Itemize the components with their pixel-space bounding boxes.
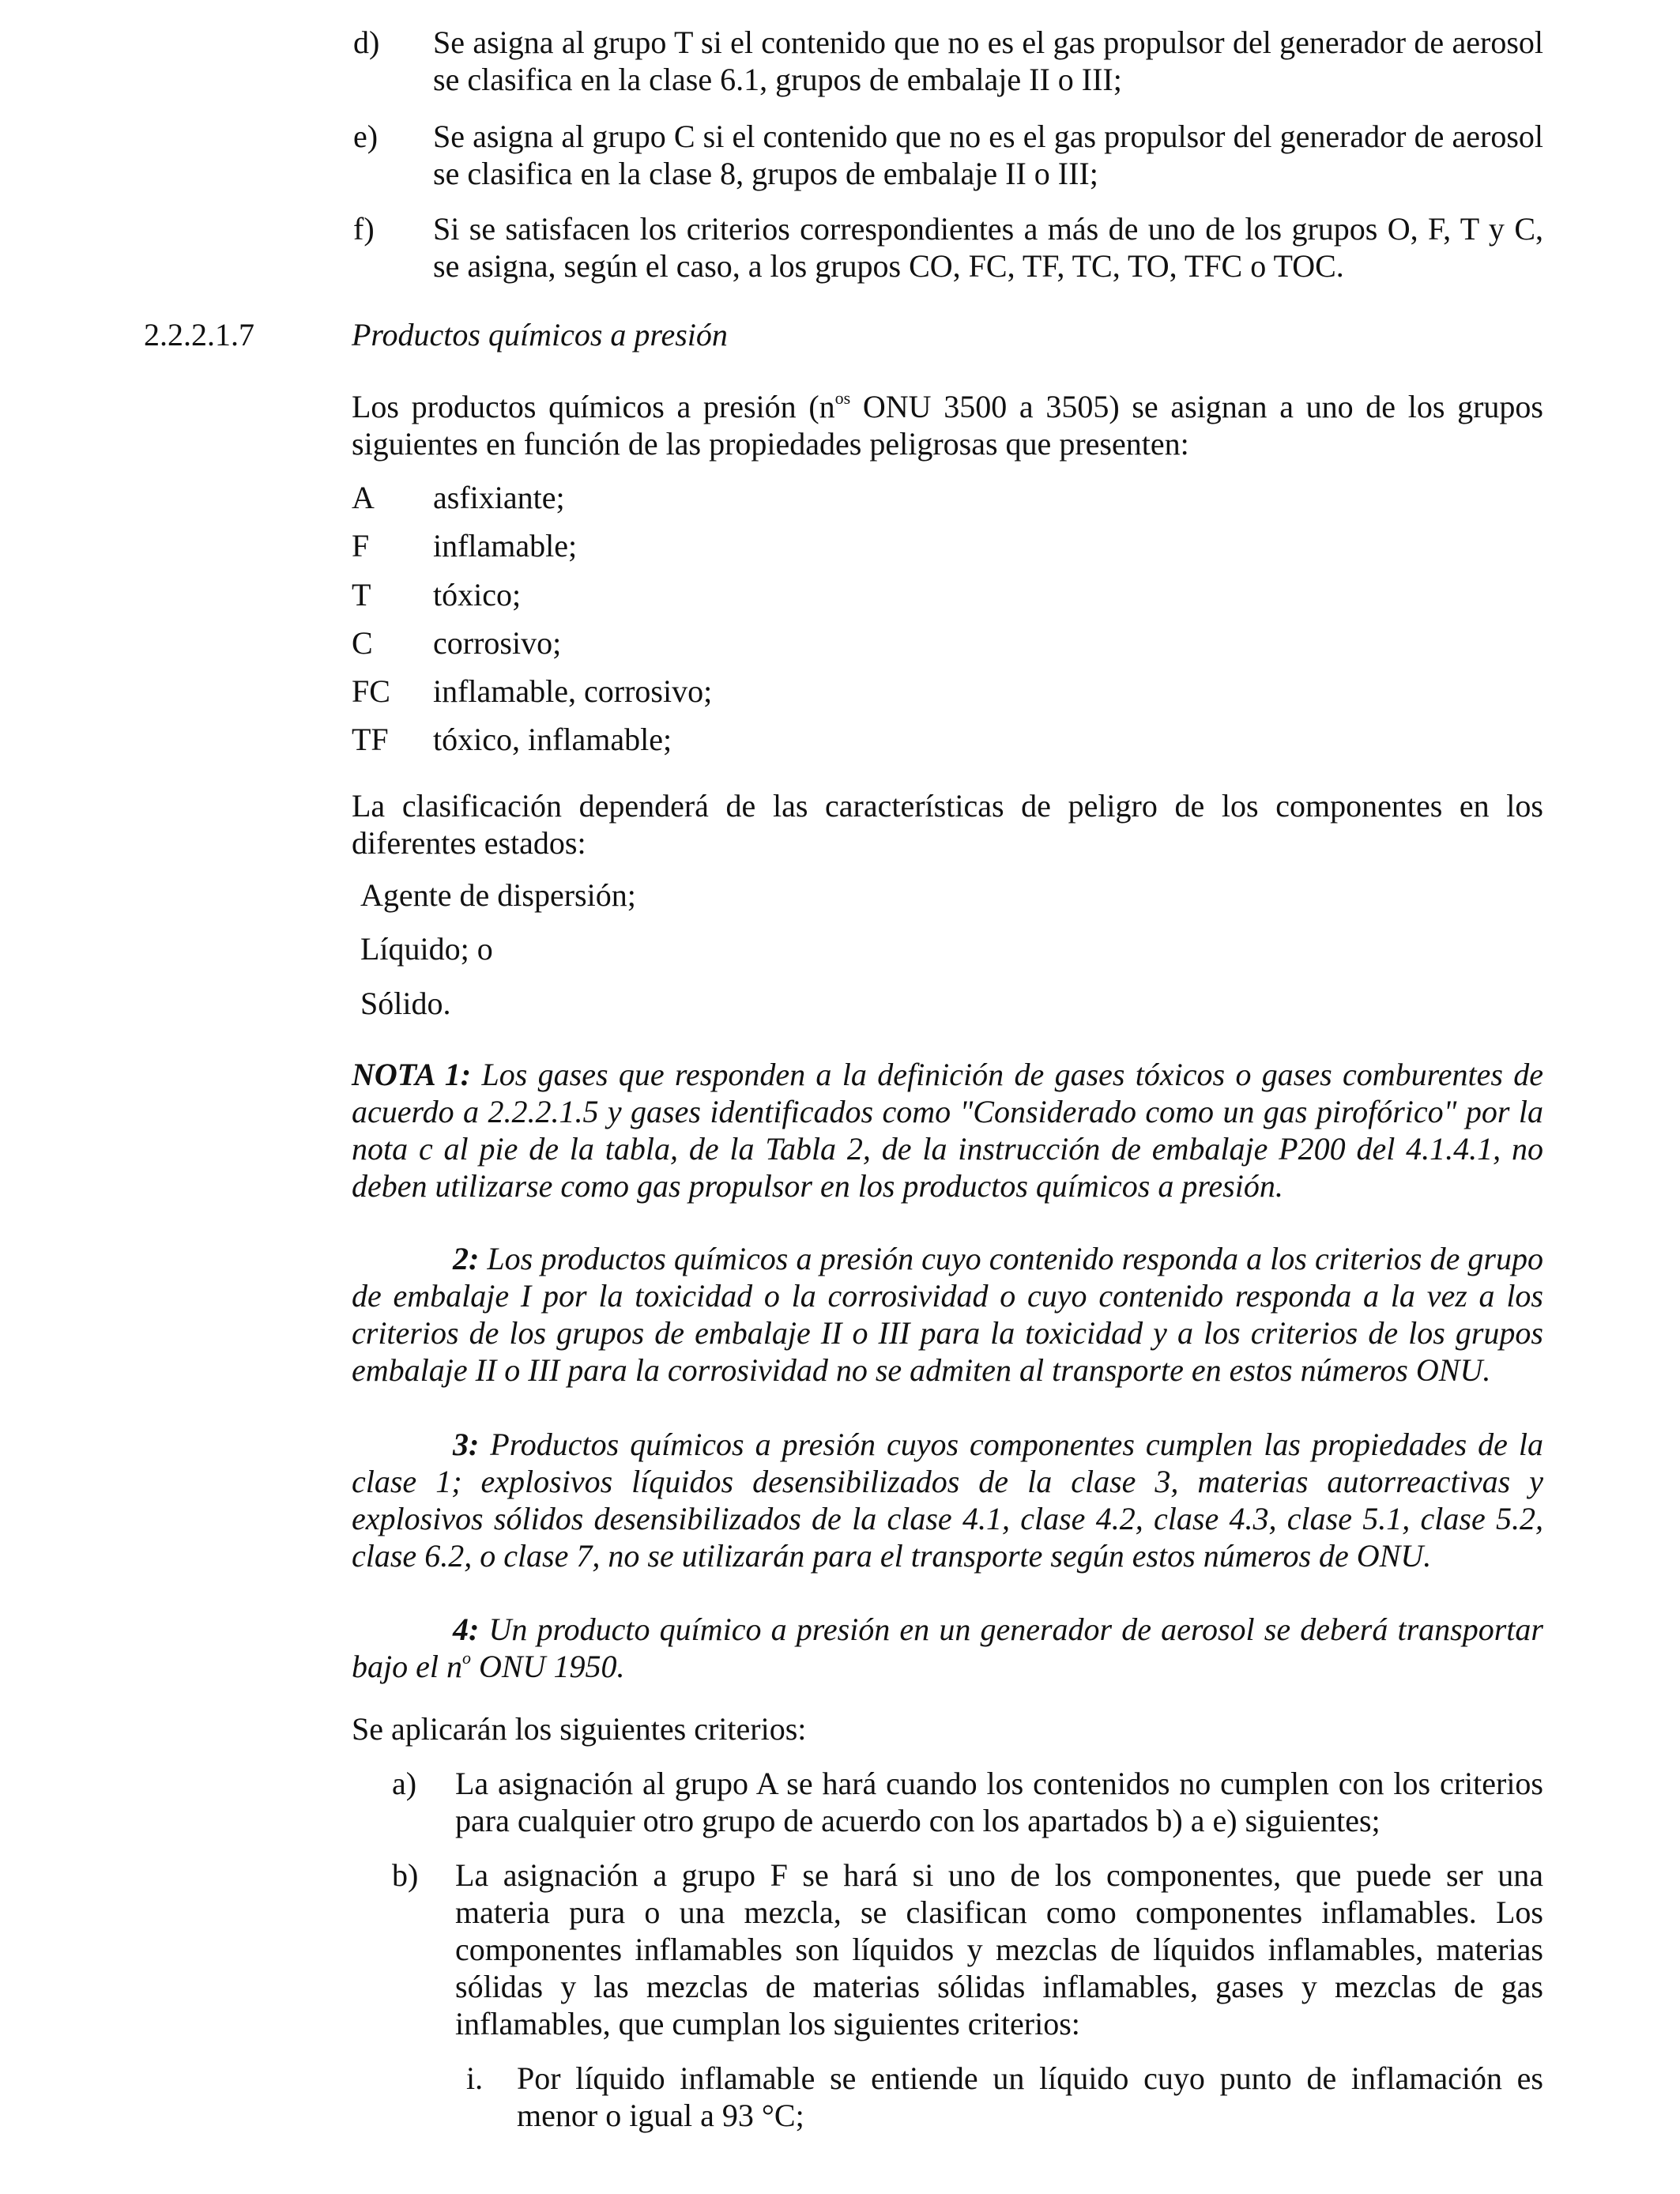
group-desc-a: asfixiante;	[433, 480, 565, 515]
section-number: 2.2.2.1.7	[144, 317, 254, 352]
section-title: Productos químicos a presión	[352, 317, 728, 352]
criteria-text-b: La asignación a grupo F se hará si uno de los componentes, que puede ser una materia pura o una mezcla, se clasifican como componentes inflamables. Los componentes inflamables son líquidos y mezclas de líquidos inflamables, materias sólidas y las mezclas de materias sólidas inflamables, gases y mezclas de gas inflamables, que cumplan los siguientes criterios:	[455, 1857, 1543, 2041]
note-1	[352, 1056, 1543, 1204]
item-label-e: e)	[353, 119, 379, 154]
classification-paragraph: La clasificación dependerá de las características de peligro de los componentes en los diferentes estados:	[352, 788, 1543, 861]
group-desc-fc: inflamable, corrosivo;	[433, 673, 713, 709]
note-4-text-b: ONU 1950.	[470, 1649, 625, 1684]
criteria-label-b: b)	[392, 1857, 419, 1893]
subcriteria-text-i: Por líquido inflamable se entiende un líquido cuyo punto de inflamación es menor o igual a 93 °C;	[517, 2060, 1543, 2133]
note-2-label: 2:	[453, 1241, 480, 1276]
note-4-sup: o	[461, 1648, 471, 1668]
note-4-text-a: Un producto químico a presión en un generador de aerosol se deberá transportar bajo el n	[352, 1612, 1543, 1684]
criteria-text-a: La asignación al grupo A se hará cuando los contenidos no cumplen con los criterios para cualquier otro grupo de acuerdo con los apartados b) a e) siguientes;	[455, 1766, 1543, 1838]
criteria-label-a: a)	[392, 1766, 417, 1801]
note-3-text: Productos químicos a presión cuyos componentes cumplen las propiedades de la clase 1; explosivos líquidos desensibilizados de la clase 3, materias autorreactivas y explosivos sólidos desensibilizados de la clase 4.1, clase 4.2, clase 4.3, clase 5.1, clase 5.2, clase 6.2, o clase 7, no se utilizarán para el transporte según estos números de ONU.	[352, 1427, 1543, 1574]
group-desc-c: corrosivo;	[433, 625, 562, 661]
note-2	[352, 1240, 1543, 1389]
note-4	[352, 1611, 1543, 1685]
item-label-f: f)	[353, 211, 375, 247]
intro-sup: os	[834, 388, 851, 408]
note-1-text: Los gases que responden a la definición de gases tóxicos o gases comburentes de acuerdo a 2.2.2.1.5 y gases identificados como "Considerado como un gas pirofórico" por la nota c al pie de la tabla, de la Tabla 2, de la instrucción de embalaje P200 del 4.1.4.1, no deben utilizarse como gas propulsor en los productos químicos a presión.	[352, 1057, 1543, 1204]
group-desc-t: tóxico;	[433, 577, 522, 613]
note-1-label: NOTA 1:	[352, 1057, 472, 1092]
group-code-a: A	[352, 480, 375, 515]
item-text-f: Si se satisfacen los criterios correspondientes a más de uno de los grupos O, F, T y C, se asigna, según el caso, a los grupos CO, FC, TF, TC, TO, TFC o TOC.	[433, 211, 1543, 284]
state-solid: Sólido.	[360, 986, 451, 1021]
intro-text-a: Los productos químicos a presión (n	[352, 389, 835, 424]
note-3-label: 3:	[453, 1427, 480, 1462]
intro-text-b: ONU 3500 a 3505) se asignan a uno de los grupos siguientes en función de las propiedades peligrosas que presenten:	[352, 389, 1543, 462]
group-code-tf: TF	[352, 722, 389, 757]
group-code-t: T	[352, 577, 371, 613]
item-text-d: Se asigna al grupo T si el contenido que no es el gas propulsor del generador de aerosol se clasifica en la clase 6.1, grupos de embalaje II o III;	[433, 25, 1543, 97]
state-liquid: Líquido; o	[360, 931, 493, 967]
group-desc-f: inflamable;	[433, 528, 578, 564]
note-3	[352, 1426, 1543, 1574]
group-code-f: F	[352, 528, 370, 564]
criteria-intro: Se aplicarán los siguientes criterios:	[352, 1711, 807, 1747]
note-2-text: Los productos químicos a presión cuyo contenido responda a los criterios de grupo de embalaje I por la toxicidad o la corrosividad o cuyo contenido responda a la vez a los criterios de los grupos de embalaje II o III para la toxicidad y a los criterios de los grupos embalaje II o III para la corrosividad no se admiten al transporte en estos números ONU.	[352, 1241, 1543, 1388]
subcriteria-label-i: i.	[466, 2060, 484, 2096]
intro-paragraph	[352, 388, 1543, 462]
state-dispersion: Agente de dispersión;	[360, 877, 636, 913]
item-text-e: Se asigna al grupo C si el contenido que no es el gas propulsor del generador de aerosol se clasifica en la clase 8, grupos de embalaje II o III;	[433, 119, 1543, 191]
item-label-d: d)	[353, 25, 380, 60]
group-code-c: C	[352, 625, 373, 661]
group-desc-tf: tóxico, inflamable;	[433, 722, 672, 757]
group-code-fc: FC	[352, 673, 390, 709]
note-4-label: 4:	[453, 1612, 480, 1647]
